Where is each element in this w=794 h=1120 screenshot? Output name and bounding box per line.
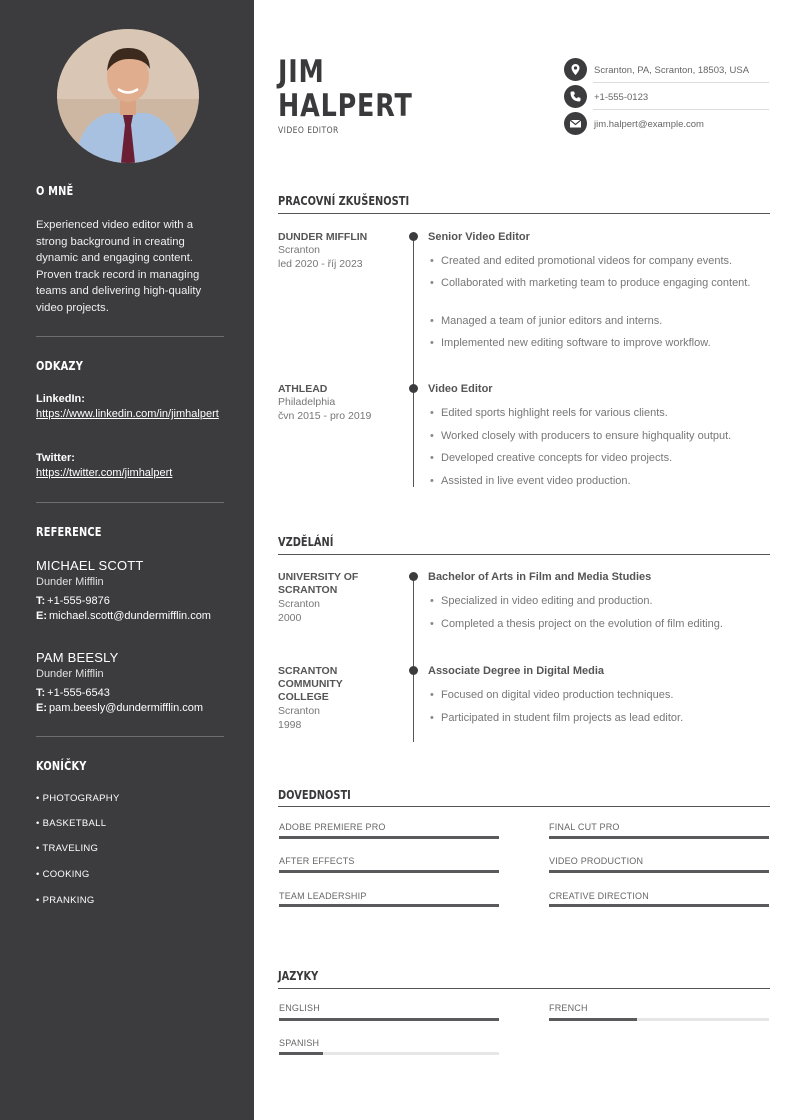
reference-name: PAM BEESLY [36,650,119,665]
school-location: Scranton [278,598,321,610]
skill-bar [279,870,499,873]
employment-dates: čvn 2015 - pro 2019 [278,410,372,422]
skill-bar [279,904,499,907]
linkedin-link[interactable]: https://www.linkedin.com/in/jimhalpert [36,408,219,420]
linkedin-label: LinkedIn: [36,393,85,405]
job-bullet: • Collaborated with marketing team to produce engaging content. [441,276,766,291]
skill-name: FINAL CUT PRO [549,822,620,832]
hobby-item: • PRANKING [36,895,95,906]
job-role: Senior Video Editor [428,231,530,243]
reference-company: Dunder Mifflin [36,668,104,680]
school-name: UNIVERSITY OF SCRANTON [278,571,359,596]
language-bar [279,1018,499,1021]
envelope-icon [564,112,587,135]
job-title: VIDEO EDITOR [278,126,339,136]
profile-photo [57,29,199,163]
section-rule [278,554,770,555]
phone-value: +1-555-9876 [47,595,110,607]
school-location: Scranton [278,705,321,717]
skill-name: AFTER EFFECTS [279,856,355,866]
job-bullet: • Created and edited promotional videos for company events. [441,254,766,269]
hobbies-heading: KONÍČKY [36,759,87,773]
skill-name: VIDEO PRODUCTION [549,856,644,866]
education-bullet: • Specialized in video editing and production. [441,594,766,609]
hobby-item: • PHOTOGRAPHY [36,793,120,804]
divider [36,736,224,737]
phone-label: T: [36,595,46,607]
language-bar [279,1052,499,1055]
timeline-dot [409,232,418,241]
section-rule [278,806,770,807]
divider [36,336,224,337]
employer-name: DUNDER MIFFLIN [278,231,368,243]
language-name: SPANISH [279,1038,320,1048]
degree-name: Associate Degree in Digital Media [428,665,605,677]
reference-phone [36,594,222,609]
job-bullet: • Worked closely with producers to ensure highquality output. [441,429,766,444]
employer-location: Philadelphia [278,396,336,408]
phone-icon [564,85,587,108]
timeline-line [413,237,414,487]
twitter-link[interactable]: https://twitter.com/jimhalpert [36,467,173,479]
email-value: pam.beesly@dundermifflin.com [49,702,204,714]
divider [593,82,769,83]
timeline-dot [409,572,418,581]
employment-dates: led 2020 - říj 2023 [278,258,363,270]
email-value: michael.scott@dundermifflin.com [49,610,211,622]
section-rule [278,213,770,214]
timeline-line [413,576,414,742]
twitter-label: Twitter: [36,452,75,464]
job-role: Video Editor [428,383,493,395]
skill-bar-fill [549,870,769,873]
email-label: E: [36,702,47,714]
skill-name: ADOBE PREMIERE PRO [279,822,386,832]
skill-bar [549,870,769,873]
skill-bar [279,836,499,839]
skill-bar-fill [279,836,499,839]
reference-company: Dunder Mifflin [36,576,104,588]
timeline-dot [409,666,418,675]
divider [593,109,769,110]
experience-heading: PRACOVNÍ ZKUŠENOSTI [278,194,410,208]
last-name: HALPERT [278,88,413,124]
education-bullet: • Completed a thesis project on the evolution of film editing. [441,617,766,632]
reference-email [36,609,222,624]
contact-phone: +1-555-0123 [594,92,649,103]
hobby-item: • COOKING [36,869,90,880]
about-text: Experienced video editor with a strong background in creating dynamic and engaging content. Proven track record in managing teams and delivering high-quality video projects. [36,219,202,314]
contact-email: jim.halpert@example.com [594,119,704,130]
language-name: ENGLISH [279,1003,320,1013]
language-bar [549,1018,769,1021]
job-bullet: • Managed a team of junior editors and interns. [441,314,766,329]
hobby-item: • BASKETBALL [36,818,107,829]
contact-address: Scranton, PA, Scranton, 18503, USA [594,65,750,76]
language-bar-fill [279,1018,499,1021]
job-bullet: • Assisted in live event video production. [441,474,766,489]
skill-bar [549,836,769,839]
skill-bar-fill [549,836,769,839]
skill-name: TEAM LEADERSHIP [279,891,367,901]
job-bullet: • Edited sports highlight reels for various clients. [441,406,766,421]
section-rule [278,988,770,989]
education-bullet: • Participated in student film projects as lead editor. [441,711,766,726]
reference-name: MICHAEL SCOTT [36,558,144,573]
skill-name: CREATIVE DIRECTION [549,891,649,901]
skill-bar-fill [279,870,499,873]
skill-bar-fill [279,904,499,907]
links-heading: ODKAZY [36,359,84,373]
job-bullet: • Developed creative concepts for video projects. [441,451,766,466]
school-year: 2000 [278,612,302,624]
skills-heading: DOVEDNOSTI [278,788,351,802]
reference-email [36,701,222,716]
job-bullet: • Implemented new editing software to improve workflow. [441,336,766,351]
language-bar-fill [279,1052,323,1055]
language-name: FRENCH [549,1003,588,1013]
about-heading: O MNĚ [36,184,74,198]
skill-bar-fill [549,904,769,907]
divider [36,502,224,503]
first-name: JIM [278,54,325,90]
skill-bar [549,904,769,907]
employer-location: Scranton [278,244,321,256]
email-label: E: [36,610,47,622]
languages-heading: JAZYKY [278,969,319,983]
degree-name: Bachelor of Arts in Film and Media Studies [428,571,652,583]
reference-phone [36,686,222,701]
phone-label: T: [36,687,46,699]
sidebar [0,0,254,1120]
education-heading: VZDĚLÁNÍ [278,535,334,549]
location-pin-icon [564,58,587,81]
hobby-item: • TRAVELING [36,843,99,854]
references-heading: REFERENCE [36,525,102,539]
timeline-dot [409,384,418,393]
school-name: SCRANTON COMMUNITY COLLEGE [278,665,343,703]
education-bullet: • Focused on digital video production techniques. [441,688,766,703]
employer-name: ATHLEAD [278,383,328,395]
school-year: 1998 [278,719,302,731]
phone-value: +1-555-6543 [47,687,110,699]
language-bar-fill [549,1018,637,1021]
